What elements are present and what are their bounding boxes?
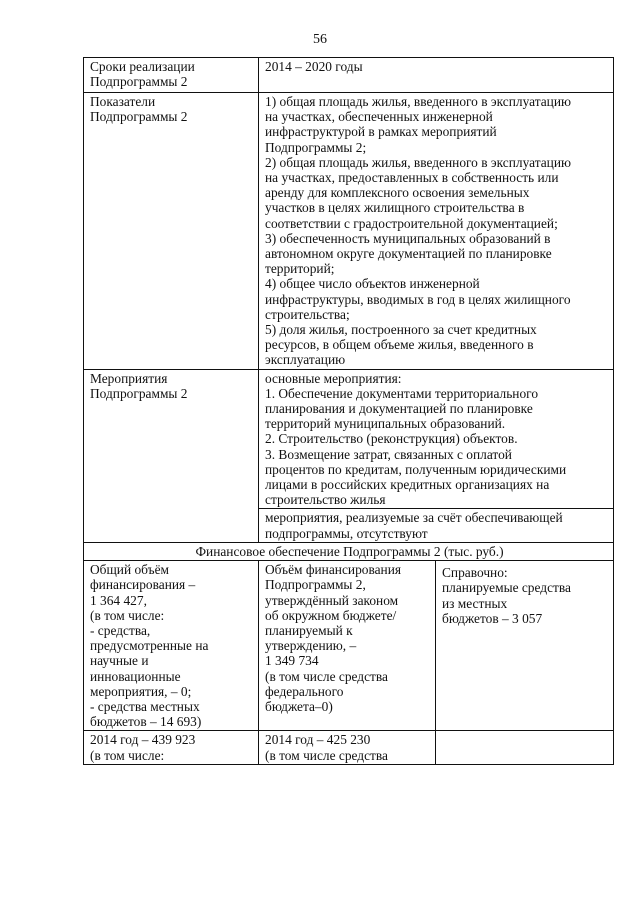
measures-label: Мероприятия Подпрограммы 2 (84, 369, 259, 542)
financing-header: Финансовое обеспечение Подпрограммы 2 (тыс. руб.) (84, 542, 614, 560)
financing-reference: Справочно: планируемые средства из местных бюджетов – 3 057 (436, 561, 614, 731)
table-row (84, 542, 614, 560)
financing-approved: Объём финансирования Подпрограммы 2, утверждённый законом об окружном бюджете/ планируемый к утверждению, – 1 349 734 (в том числе средства федерального бюджета–0) (259, 561, 436, 731)
table-row (84, 93, 614, 370)
page-number: 56 (313, 32, 327, 47)
terms-value: 2014 – 2020 годы (259, 58, 614, 93)
measures-supporting: мероприятия, реализуемые за счёт обеспечивающей подпрограммы, отсутствуют (259, 509, 614, 542)
subprogram-passport-table (83, 57, 614, 765)
indicators-label: Показатели Подпрограммы 2 (84, 93, 259, 370)
indicators-value: 1) общая площадь жилья, введенного в эксплуатацию на участках, обеспеченных инженерной инфраструктурой в рамках мероприятий Подпрограммы 2; 2) общая площадь жилья, введенного в эксплуатацию на участках, предоставленных в собственность или аренду для комплексного освоения земельных участков в целях жилищного строительства в соответствии с градостроительной документацией; 3) обеспеченность муниципальных образований в автономном округе документацией по планировке территорий; 4) общее число объектов инженерной инфраструктуры, вводимых в год в целях жилищного строительства; 5) доля жилья, построенного за счет кредитных ресурсов, в общем объеме жилья, введенного в эксплуатацию (259, 93, 614, 370)
year-2014-total: 2014 год – 439 923 (в том числе: (84, 731, 259, 764)
table-row (84, 369, 614, 509)
year-2014-reference (436, 731, 614, 764)
table-row (84, 561, 614, 731)
table-row (84, 58, 614, 93)
table-row (84, 731, 614, 764)
terms-label: Сроки реализации Подпрограммы 2 (84, 58, 259, 93)
year-2014-approved: 2014 год – 425 230 (в том числе средства (259, 731, 436, 764)
measures-main: основные мероприятия: 1. Обеспечение документами территориального планирования и документацией по планировке территорий муниципальных образований. 2. Строительство (реконструкция) объектов. 3. Возмещение затрат, связанных с оплатой процентов по кредитам, полученным юридическими лицами в российских кредитных организациях на строительство жилья (259, 369, 614, 509)
financing-total: Общий объём финансирования – 1 364 427, (в том числе: - средства, предусмотренные на научные и инновационные мероприятия, – 0; - средства местных бюджетов – 14 693) (84, 561, 259, 731)
